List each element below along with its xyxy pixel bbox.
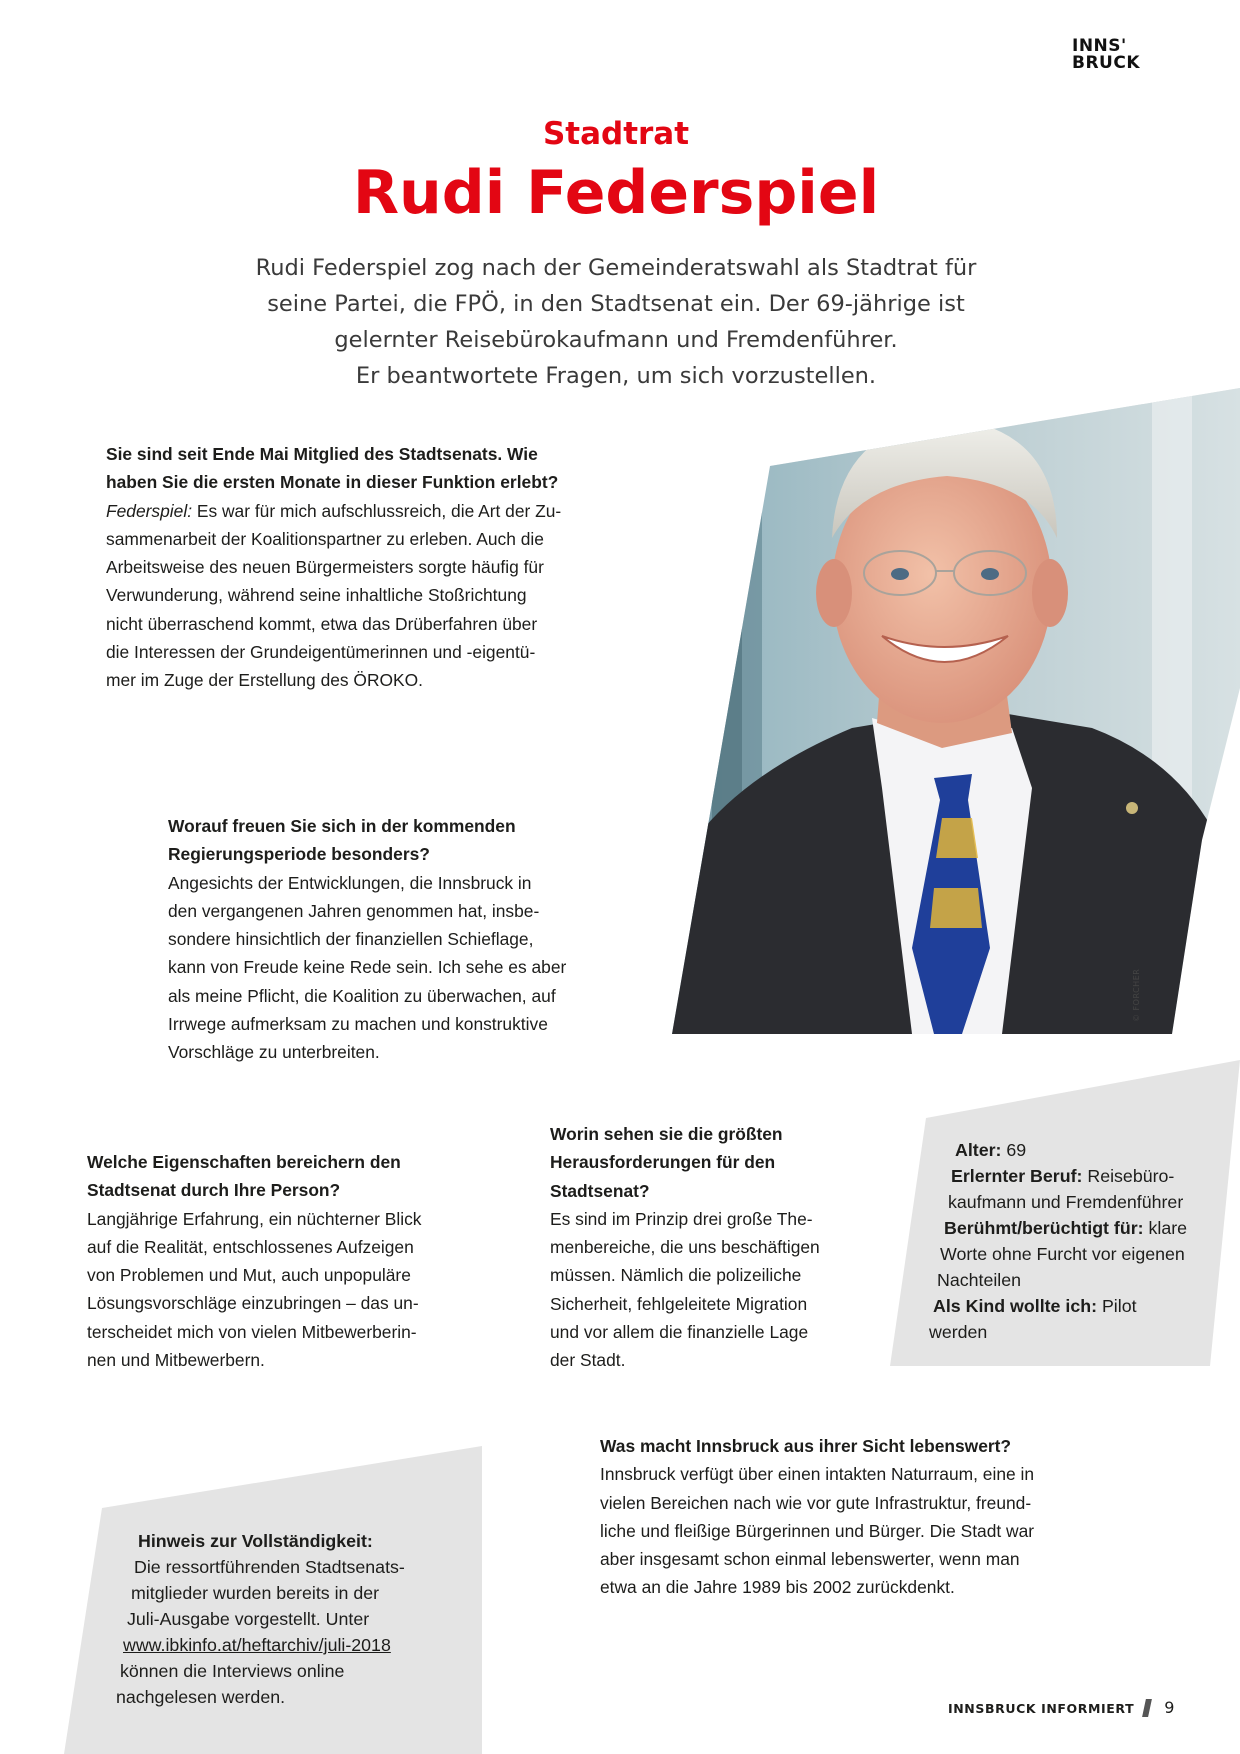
footer-divider <box>1142 1699 1152 1717</box>
answer-line: Arbeitsweise des neuen Bürgermeisters sorgte häufig für <box>106 557 544 578</box>
qa-block-4 <box>550 1120 870 1375</box>
answer-line: von Problemen und Mut, auch unpopuläre <box>87 1265 411 1286</box>
fact-value: 69 <box>1001 1140 1027 1160</box>
answer-line: menbereiche, die uns beschäftigen <box>550 1237 820 1258</box>
note-link-row <box>123 1632 391 1658</box>
question-line: haben Sie die ersten Monate in dieser Funktion erlebt? <box>106 472 559 493</box>
fact-child-cont: werden <box>929 1322 988 1342</box>
question-line: Stadtsenat durch Ihre Person? <box>87 1180 341 1201</box>
note-line: nachgelesen werden. <box>116 1687 286 1707</box>
answer-line: sondere hinsichtlich der finanziellen Schieflage, <box>168 929 534 950</box>
answer-line: sammenarbeit der Koalitionspartner zu erleben. Auch die <box>106 528 544 549</box>
portrait-photo <box>672 388 1240 1034</box>
answer-line: Vorschläge zu unterbreiten. <box>168 1042 380 1063</box>
note-line: Die ressortführenden Stadtsenats- <box>134 1557 405 1577</box>
question-line: Was macht Innsbruck aus ihrer Sicht lebenswert? <box>600 1436 1012 1456</box>
intro-line: gelernter Reisebürokaufmann und Fremdenführer. <box>334 327 898 353</box>
fact-value: klare <box>1143 1218 1188 1238</box>
answer-line: mer im Zuge der Erstellung des ÖROKO. <box>106 670 424 691</box>
answer-line: Angesichts der Entwicklungen, die Innsbruck in <box>168 872 532 893</box>
archive-link[interactable]: www.ibkinfo.at/heftarchiv/juli-2018 <box>123 1635 391 1655</box>
answer-line: nicht überraschend kommt, etwa das Drüberfahren über <box>106 613 538 634</box>
fact-child <box>933 1293 1137 1319</box>
answer-line: etwa an die Jahre 1989 bis 2002 zurückdenkt. <box>600 1577 955 1598</box>
note-title-text: Hinweis zur Vollständigkeit: <box>138 1531 373 1551</box>
answer-line: und vor allem die finanzielle Lage <box>550 1322 809 1343</box>
answer-line: als meine Pflicht, die Koalition zu überwachen, auf <box>168 985 556 1006</box>
photo-credit: © FORCHER <box>1132 968 1141 1022</box>
question-line: Herausforderungen für den <box>550 1152 776 1173</box>
answer-line: Lösungsvorschläge einzubringen – das un- <box>87 1293 419 1314</box>
note-title <box>138 1528 373 1554</box>
qa-block-3 <box>87 1148 487 1374</box>
answer-line: kann von Freude keine Rede sein. Ich sehe es aber <box>168 957 567 978</box>
answer-line: müssen. Nämlich die polizeiliche <box>550 1265 802 1286</box>
answer-line: aber insgesamt schon einmal lebenswerter, wenn man <box>600 1549 1020 1570</box>
qa-block-1 <box>106 440 606 695</box>
answer-line: Es sind im Prinzip drei große The- <box>550 1208 813 1229</box>
speaker-label: Federspiel: <box>106 500 193 521</box>
fact-famous-cont: Worte ohne Furcht vor eigenen <box>940 1244 1185 1264</box>
publication-name: INNSBRUCK INFORMIERT <box>948 1701 1135 1716</box>
qa-block-5 <box>600 1432 1120 1602</box>
page-footer <box>948 1698 1175 1717</box>
fact-label: Als Kind wollte ich: <box>933 1296 1097 1316</box>
fact-label: Erlernter Beruf: <box>951 1166 1083 1186</box>
fact-famous-cont: Nachteilen <box>937 1270 1022 1290</box>
question-line: Sie sind seit Ende Mai Mitglied des Stadtsenats. Wie <box>106 444 538 464</box>
page-title: Rudi Federspiel <box>352 158 880 228</box>
answer-line: Innsbruck verfügt über einen intakten Naturraum, eine in <box>600 1464 1035 1485</box>
fact-label: Alter: <box>955 1140 1002 1160</box>
qa-block-2 <box>168 812 608 1067</box>
note-line: Juli-Ausgabe vorgestellt. Unter <box>127 1609 370 1629</box>
answer-line: Verwunderung, während seine inhaltliche Stoßrichtung <box>106 585 527 606</box>
answer-text: Es war für mich aufschlussreich, die Art der Zu- <box>192 500 562 521</box>
question-line: Stadtsenat? <box>550 1180 650 1201</box>
note-line: mitglieder wurden bereits in der <box>131 1583 380 1603</box>
answer-line: vielen Bereichen nach wie vor gute Infrastruktur, freund- <box>600 1492 1032 1513</box>
page-number: 9 <box>1164 1698 1175 1717</box>
fact-job <box>951 1163 1174 1189</box>
fact-famous <box>944 1215 1187 1241</box>
fact-value: Pilot <box>1097 1296 1137 1316</box>
fact-age <box>955 1137 1026 1163</box>
answer-line: den vergangenen Jahren genommen hat, insbe- <box>168 900 540 921</box>
answer-line: liche und fleißige Bürgerinnen und Bürger. Die Stadt war <box>600 1520 1035 1541</box>
logo-line-2: BRUCK <box>1072 53 1141 73</box>
intro-line: Er beantwortete Fragen, um sich vorzustellen. <box>355 363 877 389</box>
kicker: Stadtrat <box>542 116 690 152</box>
answer-line: Sicherheit, fehlgeleitete Migration <box>550 1293 808 1314</box>
intro-line: seine Partei, die FPÖ, in den Stadtsenat ein. Der 69-jährige ist <box>267 291 965 317</box>
answer-line: Langjährige Erfahrung, ein nüchterner Blick <box>87 1208 422 1229</box>
intro-line: Rudi Federspiel zog nach der Gemeinderatswahl als Stadtrat für <box>255 255 977 281</box>
answer-line <box>106 497 606 525</box>
question-line: Welche Eigenschaften bereichern den <box>87 1152 401 1172</box>
answer-line: auf die Realität, entschlossenes Aufzeigen <box>87 1236 414 1257</box>
answer-line: der Stadt. <box>550 1350 626 1371</box>
question-line: Worin sehen sie die größten <box>550 1124 783 1144</box>
answer-line: die Interessen der Grundeigentümerinnen und -eigentü- <box>106 642 536 663</box>
fact-job-cont: kaufmann und Fremdenführer <box>948 1192 1184 1212</box>
question-line: Worauf freuen Sie sich in der kommenden <box>168 816 516 836</box>
fact-label: Berühmt/berüchtigt für: <box>944 1218 1144 1238</box>
answer-line: nen und Mitbewerbern. <box>87 1350 265 1371</box>
question-line: Regierungsperiode besonders? <box>168 844 430 865</box>
fact-value: Reisebüro- <box>1082 1166 1175 1186</box>
note-line: können die Interviews online <box>120 1661 345 1681</box>
answer-line: Irrwege aufmerksam zu machen und konstruktive <box>168 1014 548 1035</box>
logo-line-1: INNS' <box>1072 36 1127 56</box>
answer-line: terscheidet mich von vielen Mitbewerberin- <box>87 1321 417 1342</box>
